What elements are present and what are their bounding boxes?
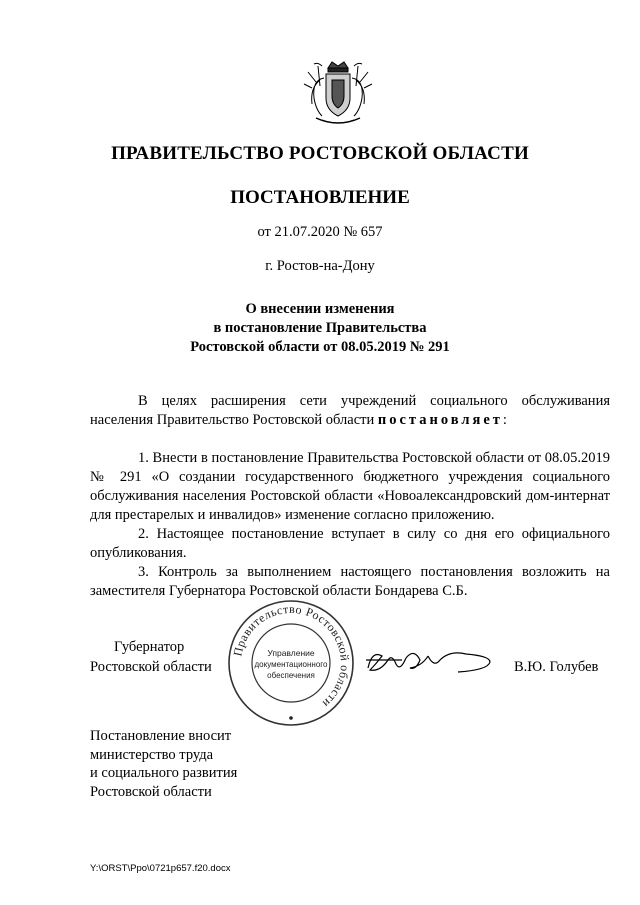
introduced-by-line-3: и социального развития (90, 765, 238, 781)
city: г. Ростов-на-Дону (265, 258, 375, 274)
official-stamp (226, 598, 356, 728)
preamble-paragraph: В целях расширения сети учреждений социального обслуживания населения Правительство Ростовской области постановляет: (90, 393, 610, 428)
introduced-by-line-4: Ростовской области (90, 783, 212, 800)
signature-title (90, 637, 212, 677)
item-2: 2. Настоящее постановление вступает в силу со дня его официального опубликования. (90, 526, 610, 561)
date-number: от 21.07.2020 № 657 (257, 224, 383, 240)
stamp-inner-line-3: обеспечения (267, 671, 315, 680)
introduced-by-line-1: Постановление вносит (90, 728, 232, 744)
subject-line-3: Ростовской области от 08.05.2019 № 291 (190, 339, 450, 355)
introduced-by-line-2: министерство труда (90, 746, 214, 763)
subject-heading (0, 300, 640, 357)
government-title: ПРАВИТЕЛЬСТВО РОСТОВСКОЙ ОБЛАСТИ (111, 143, 529, 164)
coat-of-arms-emblem (298, 58, 378, 130)
file-path-footer: Y:\ORST\Ppo\0721p657.f20.docx (90, 863, 231, 874)
subject-line-2: в постановление Правительства (213, 320, 427, 336)
item-1: 1. Внести в постановление Правительства Ростовской области от 08.05.2019 № 291 «О создании государственного бюджетного учреждения социального обслуживания населения Ростовской области «Новоалександровский дом-интернат для престарелых и инвалидов» изменение согласно приложению. (90, 450, 610, 523)
signature-title-line-1: Губернатор (114, 639, 185, 655)
item-3: 3. Контроль за выполнением настоящего постановления возложить на заместителя Губернатора Ростовской области Бондарева С.Б. (90, 564, 610, 599)
introduced-by-block (90, 727, 237, 801)
stamp-inner-line-1: Управление (267, 648, 315, 658)
stamp-inner-line-2: документационного (254, 660, 328, 669)
document-type-title: ПОСТАНОВЛЕНИЕ (230, 187, 410, 208)
stamp-ring-text: Правительство Ростовской области (230, 601, 353, 711)
signature-title-line-2: Ростовской области (90, 659, 212, 675)
preamble-text: В целях расширения сети учреждений социального обслуживания населения Правительство Ростовской области (90, 393, 610, 428)
signatory-name: В.Ю. Голубев (514, 659, 599, 675)
handwritten-signature (362, 642, 497, 682)
decree-word: постановляет (377, 412, 503, 428)
document-body (90, 392, 610, 601)
subject-line-1: О внесении изменения (245, 301, 395, 317)
